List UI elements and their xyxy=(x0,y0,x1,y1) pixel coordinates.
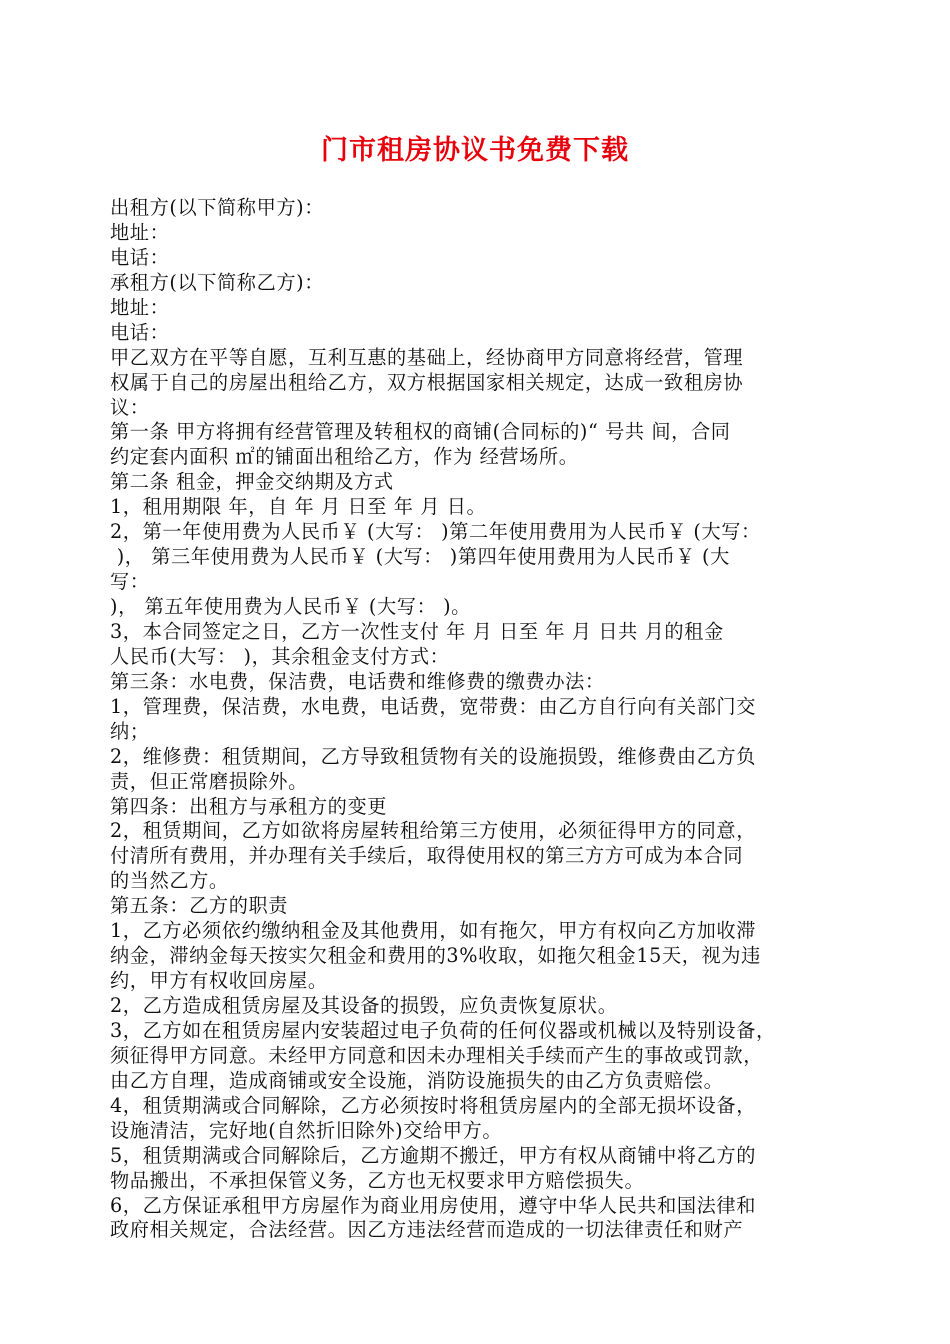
body-line: 责，但正常磨损除外。 xyxy=(110,769,308,793)
body-line: 设施清洁，完好地(自然折旧除外)交给甲方。 xyxy=(110,1118,503,1142)
document-body xyxy=(110,196,845,1243)
body-line: 2，第一年使用费为人民币￥ (大写： )第二年使用费用为人民币￥ (大写： xyxy=(110,520,761,544)
body-line: 1，乙方必须依约缴纳租金及其他费用，如有拖欠，甲方有权向乙方加收滞 xyxy=(110,919,757,943)
body-line: )， 第五年使用费为人民币￥ (大写： )。 xyxy=(110,595,471,618)
body-line: 2，维修费：租赁期间，乙方导致租赁物有关的设施损毁，维修费由乙方负 xyxy=(110,744,757,768)
body-line: 纳金，滞纳金每天按实欠租金和费用的3%收取，如拖欠租金15天，视为违 xyxy=(110,944,761,968)
body-line: 人民币(大写： )，其余租金支付方式： xyxy=(110,644,450,668)
body-line: 第二条 租金，押金交纳期及方式 xyxy=(110,470,394,494)
body-line: 电话： xyxy=(110,245,170,269)
body-line: 电话： xyxy=(110,320,170,344)
body-line: 付清所有费用，并办理有关手续后，取得使用权的第三方方可成为本合同 xyxy=(110,844,744,868)
body-line: 约定套内面积 ㎡的铺面出租给乙方，作为 经营场所。 xyxy=(110,445,579,469)
body-line: 约，甲方有权收回房屋。 xyxy=(110,969,328,993)
body-line: 甲乙双方在平等自愿，互利互惠的基础上，经协商甲方同意将经营，管理 xyxy=(110,345,744,369)
body-line: 由乙方自理，造成商铺或安全设施，消防设施损失的由乙方负责赔偿。 xyxy=(110,1068,724,1092)
body-line: 写： xyxy=(110,570,150,594)
body-line: 3，本合同签定之日，乙方一次性支付 年 月 日至 年 月 日共 月的租金 xyxy=(110,619,724,643)
body-line: 地址： xyxy=(110,295,170,319)
body-line: 权属于自己的房屋出租给乙方，双方根据国家相关规定，达成一致租房协 xyxy=(110,370,744,394)
body-line: 物品搬出，不承担保管义务，乙方也无权要求甲方赔偿损失。 xyxy=(110,1168,645,1192)
body-line: 议： xyxy=(110,395,150,419)
body-line: 5，租赁期满或合同解除后，乙方逾期不搬迁，甲方有权从商铺中将乙方的 xyxy=(110,1143,757,1167)
body-line: 地址： xyxy=(110,220,170,244)
body-line: 4，租赁期满或合同解除，乙方必须按时将租赁房屋内的全部无损坏设备， xyxy=(110,1093,757,1117)
body-line: 第四条：出租方与承租方的变更 xyxy=(110,794,388,818)
body-line: 1，租用期限 年，自 年 月 日至 年 月 日。 xyxy=(110,495,487,519)
body-line: 2，租赁期间，乙方如欲将房屋转租给第三方使用，必须征得甲方的同意， xyxy=(110,819,757,843)
body-line: )， 第三年使用费为人民币￥ (大写： )第四年使用费用为人民币￥ (大 xyxy=(110,545,730,569)
body-line: 第五条：乙方的职责 xyxy=(110,894,289,918)
body-line: 须征得甲方同意。未经甲方同意和因未办理相关手续而产生的事故或罚款， xyxy=(110,1043,763,1067)
body-line: 第一条 甲方将拥有经营管理及转租权的商铺(合同标的)“ 号共 间，合同 xyxy=(110,420,731,444)
body-line: 6，乙方保证承租甲方房屋作为商业用房使用，遵守中华人民共和国法律和 xyxy=(110,1193,757,1217)
body-line: 政府相关规定，合法经营。因乙方违法经营而造成的一切法律责任和财产 xyxy=(110,1218,744,1242)
body-line: 2，乙方造成租赁房屋及其设备的损毁，应负责恢复原状。 xyxy=(110,994,618,1017)
body-line: 纳； xyxy=(110,719,150,743)
body-line: 3，乙方如在租赁房屋内安装超过电子负荷的任何仪器或机械以及特别设备， xyxy=(110,1018,776,1042)
body-line: 承租方(以下简称乙方)： xyxy=(110,270,325,294)
body-line: 的当然乙方。 xyxy=(110,869,229,893)
document-title: 门市租房协议书免费下载 xyxy=(321,135,629,166)
body-line: 出租方(以下简称甲方)： xyxy=(110,196,325,219)
body-line: 1，管理费，保洁费，水电费，电话费，宽带费：由乙方自行向有关部门交 xyxy=(110,694,757,718)
body-line: 第三条：水电费，保洁费，电话费和维修费的缴费办法： xyxy=(110,669,605,693)
